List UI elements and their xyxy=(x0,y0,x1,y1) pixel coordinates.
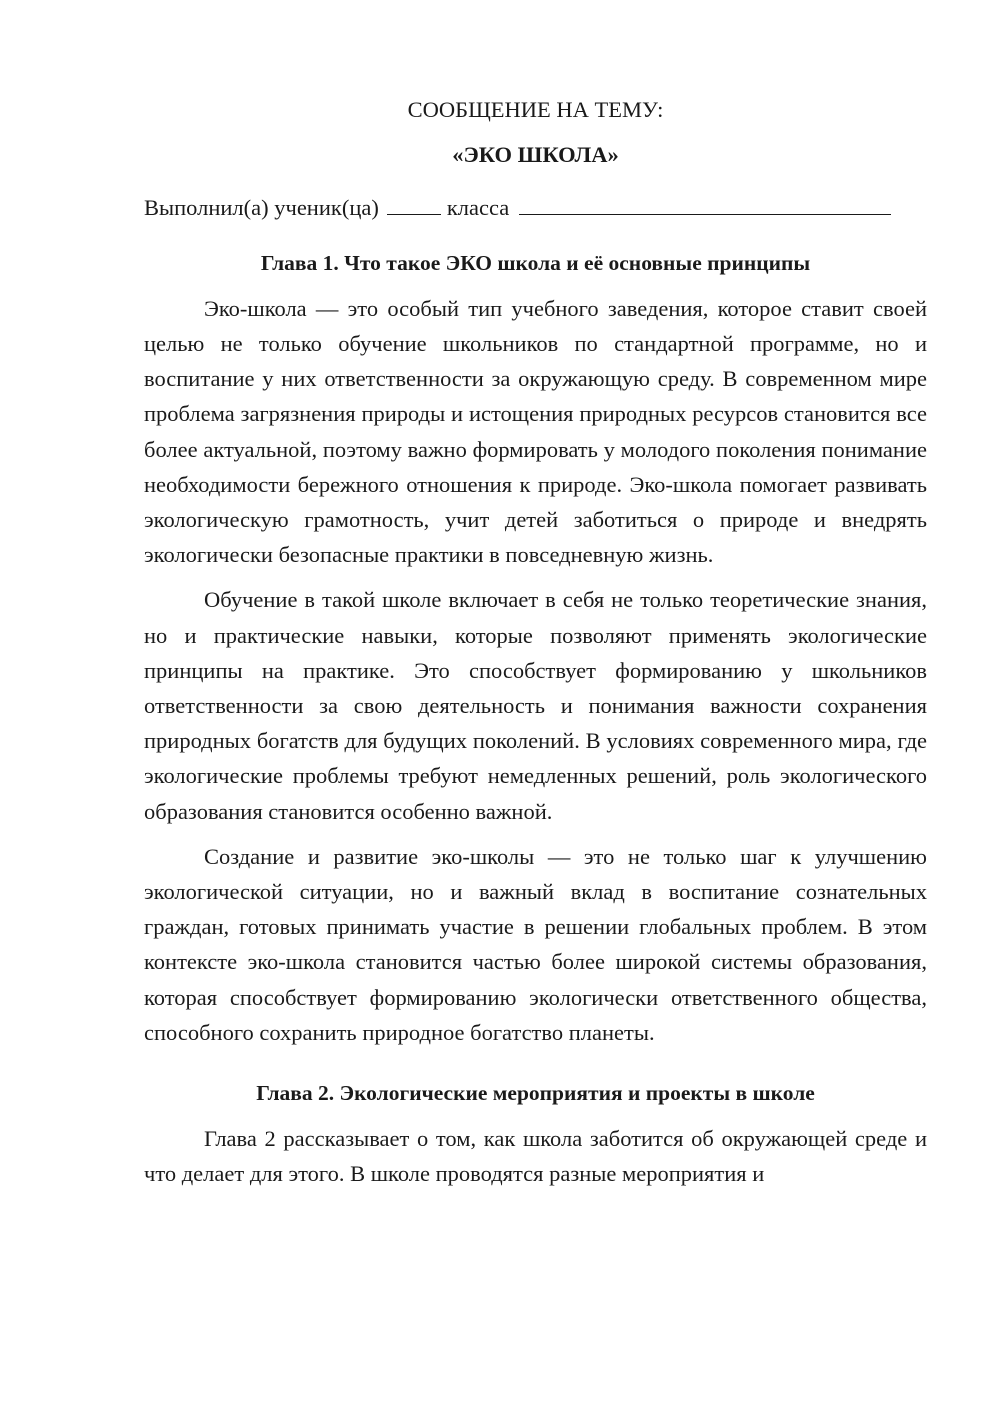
chapter-1-paragraph: Эко-школа — это особый тип учебного заведения, которое ставит своей целью не только обучение школьников по стандартной программе, но и воспитание у них ответственности за окружающую среду. В современном мире проблема загрязнения природы и истощения природных ресурсов становится все более актуальной, поэтому важно формировать у молодого поколения понимание необходимости бережного отношения к природе. Эко-школа помогает развивать экологическую грамотность, учит детей заботиться о природе и внедрять экологически безопасные практики в повседневную жизнь. xyxy=(144,295,927,568)
chapter-2-heading: Глава 2. Экологические мероприятия и проекты в школе xyxy=(256,1081,815,1106)
author-label: Выполнил(а) ученик(ца) xyxy=(144,195,379,221)
class-number-blank xyxy=(387,194,441,215)
document-page xyxy=(144,92,927,1192)
author-line xyxy=(144,190,927,225)
document-title: СООБЩЕНИЕ НА ТЕМУ: xyxy=(407,97,664,122)
chapter-2-paragraph: Глава 2 рассказывает о том, как школа заботится об окружающей среде и что делает для этого. В школе проводятся разные мероприятия и xyxy=(144,1126,927,1187)
chapter-1-paragraph: Создание и развитие эко-школы — это не только шаг к улучшению экологической ситуации, но и важный вклад в воспитание сознательных граждан, готовых принимать участие в решении глобальных проблем. В этом контексте эко-школа становится частью более широкой системы образования, которая способствует формированию экологически ответственного общества, способного сохранить природное богатство планеты. xyxy=(144,843,927,1045)
chapter-1-heading: Глава 1. Что такое ЭКО школа и её основные принципы xyxy=(260,250,811,275)
author-name-blank xyxy=(519,194,891,215)
document-subtitle: «ЭКО ШКОЛА» xyxy=(452,142,619,168)
class-label: класса xyxy=(446,195,510,221)
chapter-1-paragraph: Обучение в такой школе включает в себя не только теоретические знания, но и практические навыки, которые позволяют применять экологические принципы на практике. Это способствует формированию у школьников ответственности за свою деятельность и понимания важности сохранения природных богатств для будущих поколений. В условиях современного мира, где экологические проблемы требуют немедленных решений, роль экологического образования становится особенно важной. xyxy=(144,587,927,824)
